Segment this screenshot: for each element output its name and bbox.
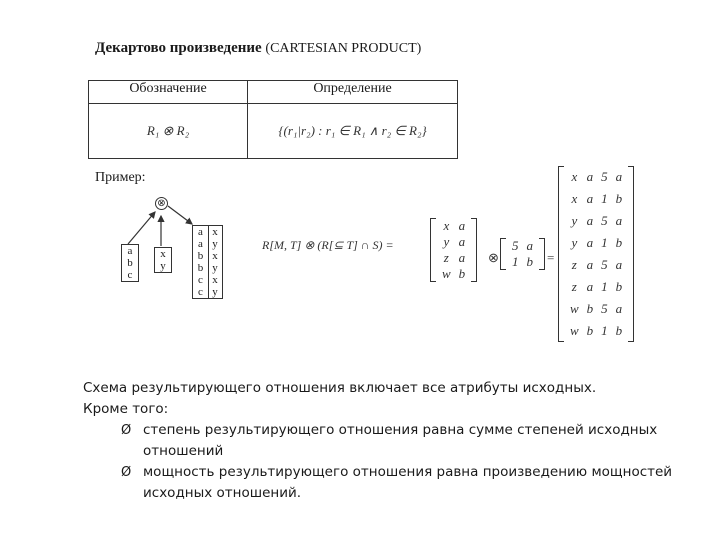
- arrow-to-result: [168, 206, 192, 224]
- page-title: [95, 40, 421, 57]
- header-definition: Определение: [248, 81, 458, 104]
- arrow-from-a: [128, 212, 155, 244]
- matrix-result: x a 5 a x a 1 b y a 5 a y a 1 b z a 5 a z a 1 b w b 5 a w b 1 b: [558, 166, 634, 342]
- product-formula: R[M, T] ⊗ (R[⊆ T] ∩ S) =: [262, 238, 394, 252]
- equals-sign: =: [547, 250, 555, 265]
- title-en: (CARTESIAN PRODUCT): [265, 41, 422, 56]
- bullet-item: [83, 462, 693, 504]
- description-line-1: Схема результирующего отношения включает все атрибуты исходных.: [83, 380, 597, 396]
- relation-b: x y: [154, 247, 172, 273]
- otimes-operator: ⊗: [155, 197, 168, 210]
- bullet-arrow-icon: Ø: [121, 465, 132, 480]
- bullet-item: [83, 420, 693, 462]
- example-label: Пример:: [95, 170, 146, 185]
- relation-result: a a b b c c x y x y x y: [192, 225, 223, 299]
- matrix-operand-2: 5 a 1 b: [500, 238, 545, 270]
- bullet-text: степень результирующего отношения равна сумме степеней исходных отношений: [143, 422, 658, 459]
- bullet-arrow-icon: Ø: [121, 423, 132, 438]
- matrix-operand-1: x a y a z a w b: [430, 218, 477, 282]
- otimes-sign: ⊗: [488, 250, 499, 265]
- description: [83, 378, 693, 504]
- cell-notation: R₁ ⊗ R₂: [89, 104, 248, 159]
- relation-a: a b c: [121, 244, 139, 282]
- definition-table: [88, 80, 458, 159]
- description-line-2: Кроме того:: [83, 401, 169, 417]
- cell-definition: {(r₁|r₂) : r₁ ∈ R₁ ∧ r₂ ∈ R₂}: [248, 104, 458, 159]
- header-notation: Обозначение: [89, 81, 248, 104]
- title-ru: Декартово произведение: [95, 40, 262, 56]
- bullet-text: мощность результирующего отношения равна произведению мощностей исходных отношений.: [143, 464, 673, 501]
